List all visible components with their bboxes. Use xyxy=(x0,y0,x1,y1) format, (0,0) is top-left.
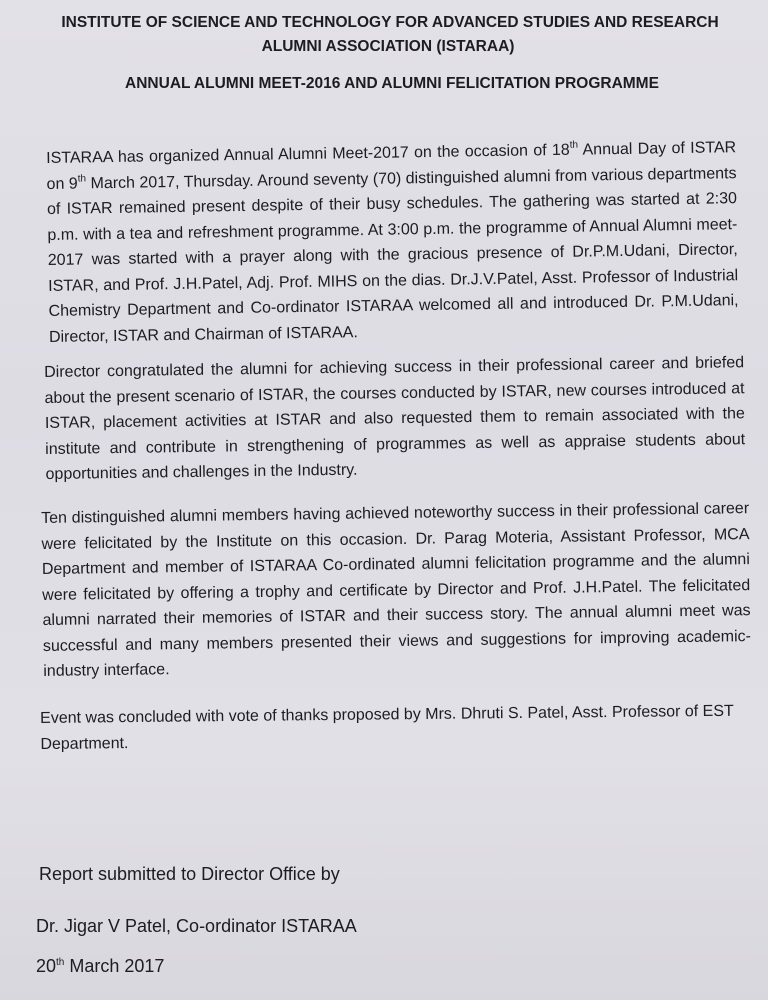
paragraph-1-text-c: March 2017, Thursday. Around seventy (70) distinguished alumni from various departments of ISTAR remained present despite of their busy schedules. The gathering was started at 2:30 p.m. with a tea and refreshment programme. At 3:00 p.m. the programme of Annual Alumni meet-2017 was started with a prayer along with the gracious presence of Dr.P.M.Udani, Director, ISTAR, and Prof. J.H.Patel, Adj. Prof. MIHS on the dias. Dr.J.V.Patel, Asst. Professor of Industrial Chemistry Department and Co-ordinator ISTARAA welcomed all and introduced Dr. P.M.Udani, Director, ISTAR and Chairman of ISTARAA. xyxy=(46,164,739,346)
superscript-th: th xyxy=(569,139,579,151)
report-date xyxy=(36,956,164,977)
paragraph-director-address: Director congratulated the alumni for achieving success in their professional career and briefed about the present scenario of ISTAR, the courses conducted by ISTAR, new courses introduced at ISTAR, placement activities at ISTAR and also requested them to remain associated with the institute and contribute in strengthening of programmes as well as appraise students about opportunities and challenges in the Industry. xyxy=(44,354,746,483)
superscript-th: th xyxy=(56,957,65,968)
paragraph-event-overview xyxy=(46,135,739,350)
report-date-day: 20 xyxy=(36,956,57,976)
association-name-heading: ALUMNI ASSOCIATION (ISTARAA) xyxy=(261,38,515,55)
report-date-rest: March 2017 xyxy=(64,956,165,976)
institute-name-heading: INSTITUTE OF SCIENCE AND TECHNOLOGY FOR ADVANCED STUDIES AND RESEARCH xyxy=(61,14,719,31)
paragraph-felicitation: Ten distinguished alumni members having achieved noteworthy success in their professional career were felicitated by the Institute on this occasion. Dr. Parag Moteria, Assistant Professor, MCA Department and member of ISTARAA Co-ordinated alumni felicitation programme and the alumni were felicitated by offering a trophy and certificate by Director and Prof. J.H.Patel. The felicitated alumni narrated their memories of ISTAR and their success story. The annual alumni meet was successful and many members presented their views and suggestions for improving academic- industry interface. xyxy=(41,500,752,680)
superscript-th: th xyxy=(77,172,87,185)
event-title-heading: ANNUAL ALUMNI MEET-2016 AND ALUMNI FELICITATION PROGRAMME xyxy=(125,75,659,92)
paragraph-1-text-b: Annual Day of ISTAR on 9 xyxy=(46,139,737,193)
paragraph-conclusion: Event was concluded with vote of thanks proposed by Mrs. Dhruti S. Patel, Asst. Professor of EST Department. xyxy=(40,702,734,753)
report-submitted-line: Report submitted to Director Office by xyxy=(39,864,340,884)
signatory-line: Dr. Jigar V Patel, Co-ordinator ISTARAA xyxy=(36,916,357,936)
paragraph-1-text-a: ISTARAA has organized Annual Alumni Meet-2017 on the occasion of 18 xyxy=(46,141,570,167)
